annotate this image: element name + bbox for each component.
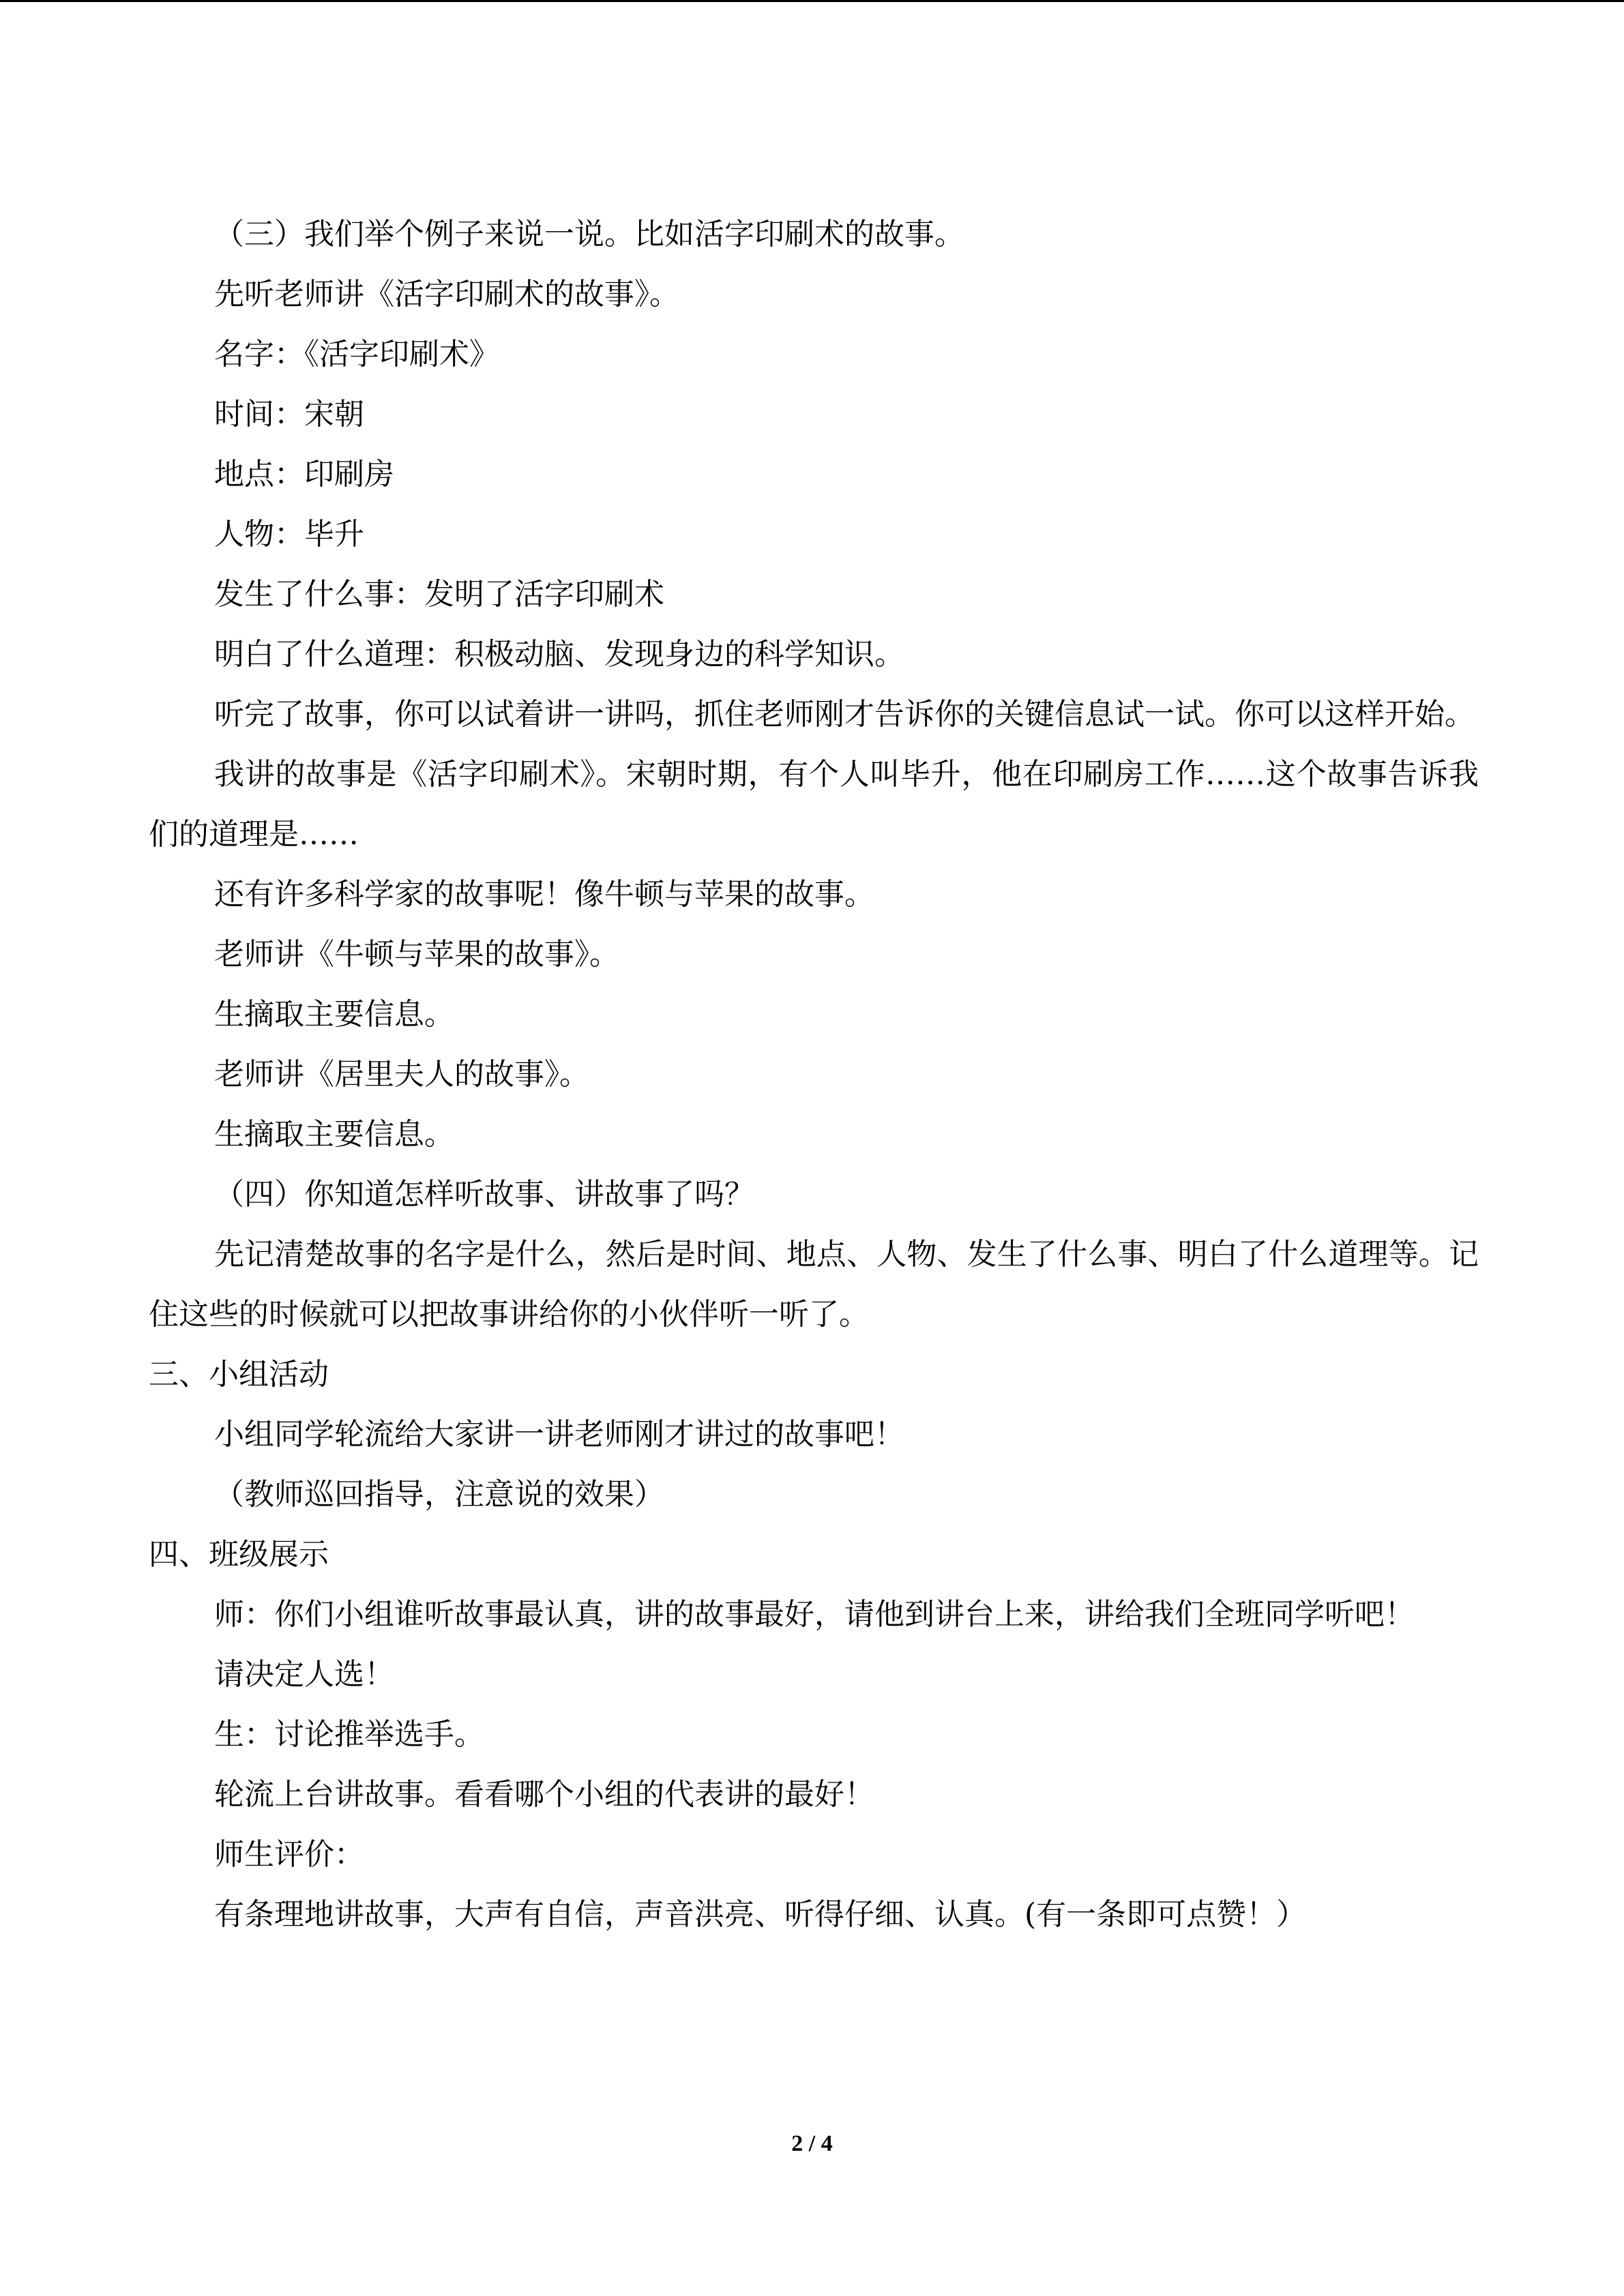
section-heading-example: （三）我们举个例子来说一说。比如活字印刷术的故事。 xyxy=(214,217,964,252)
paragraph: 我讲的故事是《活字印刷术》。宋朝时期，有个人叫毕升，他在印刷房工作……这个故事告诉我们的道理是…… xyxy=(149,757,1479,852)
text-line: 先听老师讲《活字印刷术的故事》。 xyxy=(214,277,679,312)
document-body xyxy=(149,205,1479,1945)
text-line: 有条理地讲故事，大声有自信，声音洪亮、听得仔细、认真。(有一条即可点赞！） xyxy=(214,1897,1307,1932)
section-heading-question: （四）你知道怎样听故事、讲故事了吗？ xyxy=(214,1177,754,1212)
text-line: （教师巡回指导，注意说的效果） xyxy=(214,1477,664,1512)
text-line: 师生评价： xyxy=(214,1837,364,1872)
section-heading-group-activity: 三、小组活动 xyxy=(149,1357,329,1392)
text-line: 还有许多科学家的故事呢！像牛顿与苹果的故事。 xyxy=(214,877,874,912)
text-line: 生摘取主要信息。 xyxy=(214,1117,454,1152)
paragraph: 先记清楚故事的名字是什么，然后是时间、地点、人物、发生了什么事、明白了什么道理等。记住这些的时候就可以把故事讲给你的小伙伴听一听了。 xyxy=(149,1237,1479,1332)
story-person-line: 人物：毕升 xyxy=(214,517,364,552)
story-event-line: 发生了什么事：发明了活字印刷术 xyxy=(214,577,664,612)
story-time-line: 时间：宋朝 xyxy=(214,397,364,432)
top-border-rule xyxy=(0,0,1624,2)
text-line: 轮流上台讲故事。看看哪个小组的代表讲的最好！ xyxy=(214,1777,874,1812)
text-line: 生：讨论推举选手。 xyxy=(214,1717,484,1752)
paragraph: 师：你们小组谁听故事最认真，讲的故事最好，请他到讲台上来，讲给我们全班同学听吧！ xyxy=(214,1597,1415,1632)
section-heading-class-display: 四、班级展示 xyxy=(149,1537,329,1572)
text-line: 老师讲《居里夫人的故事》。 xyxy=(214,1057,589,1092)
story-place-line: 地点：印刷房 xyxy=(214,457,394,492)
story-name-line: 名字：《活字印刷术》 xyxy=(214,337,499,372)
text-line: 生摘取主要信息。 xyxy=(214,997,454,1032)
text-line: 老师讲《牛顿与苹果的故事》。 xyxy=(214,937,619,972)
paragraph: 听完了故事，你可以试着讲一讲吗，抓住老师刚才告诉你的关键信息试一试。你可以这样开始。 xyxy=(214,697,1475,732)
text-line: 小组同学轮流给大家讲一讲老师刚才讲过的故事吧！ xyxy=(214,1417,904,1452)
page-number: 2 / 4 xyxy=(791,2131,833,2156)
text-line: 请决定人选！ xyxy=(214,1657,394,1692)
story-lesson-line: 明白了什么道理：积极动脑、发现身边的科学知识。 xyxy=(214,637,904,672)
